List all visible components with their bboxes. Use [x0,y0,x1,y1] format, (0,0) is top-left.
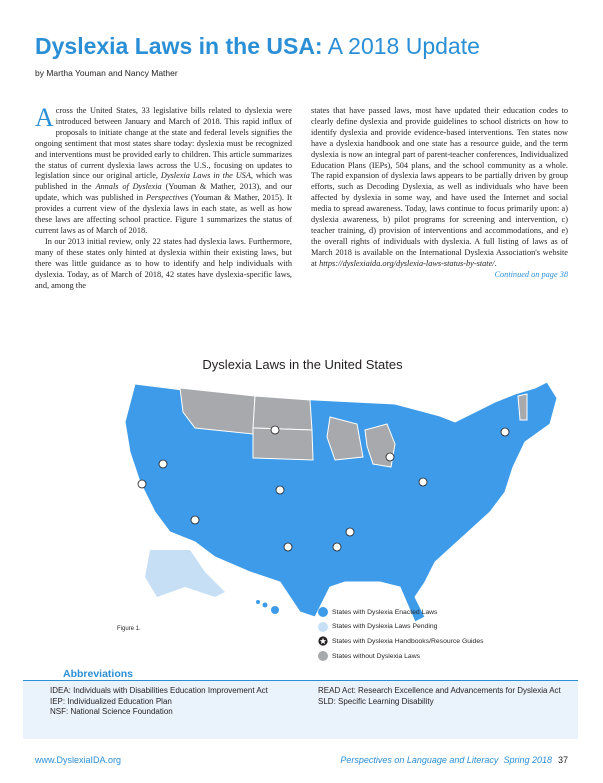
abbreviation-item: IDEA: Individuals with Disabilities Education Improvement Act [50,686,268,695]
continued-note: Continued on page 38 [494,269,568,279]
abbreviations-left [50,686,295,718]
vermont [518,394,527,420]
legend-item: States with Dyslexia Enacted Laws [318,605,484,620]
map-legend [318,605,484,663]
no-law-swatch-icon [318,651,328,661]
hawaii-island [271,606,279,614]
hawaii-island [263,603,268,608]
column-right [311,106,568,281]
figure-title: Dyslexia Laws in the United States [202,357,403,372]
alaska [145,550,225,597]
article-title [35,33,480,60]
us-map [95,372,575,632]
abbreviation-item: NSF: National Science Foundation [50,707,173,716]
website-link[interactable]: https://dyslexiaida.org/dyslexia-laws-status-by-state/ [319,258,495,268]
footer-website[interactable]: www.DyslexiaIDA.org [35,755,122,765]
paragraph-3: states that have passed laws, most have updated their education codes to clearly define dyslexia and provide guidelines to school districts on how to identify dyslexia and provide evidence-based interventions. Ten states now have a dyslexia handbook and one state has a resource guide, and the term dyslexia is now an integral part of parent-teacher conferences, Individualized Education Plans (IEPs), 504 plans, and the school community as a whole. The rapid expansion of dyslexia laws appears to be partially driven by group efforts, such as Decoding Dyslexia, as well as individuals who have been affected by dyslexia in some way, and have used the Internet and social media to spread awareness. Today, laws continue to focus primarily upon: a) dyslexia awareness, b) pilot programs for screening and intervention, c) teacher training, d) provision of interventions and accommodations, and e) the overall rights of individuals with dyslexia. A full listing of laws as of March 2018 is available on the International Dyslexia Association's website at https://dyslexiaida.org/dyslexia-laws-status-by-state/. [311,106,568,268]
page-number: 37 [557,755,568,765]
south-dakota [253,428,313,460]
star-icon [318,636,328,646]
north-dakota [253,396,312,430]
abbreviation-item: IEP: Individualized Education Plan [50,696,172,706]
title-main: Dyslexia Laws in the USA: [35,33,323,59]
abbreviations-heading: Abbreviations [63,668,134,680]
abbreviation-item: READ Act: Research Excellence and Advancements for Dyslexia Act [318,686,561,695]
legend-item: States with Dyslexia Laws Pending [318,620,484,635]
pending-swatch-icon [318,622,328,632]
column-left [35,103,292,291]
figure-caption: Figure 1. [117,626,141,632]
legend-item: States without Dyslexia Laws [318,649,484,664]
hawaii-island [256,600,260,604]
footer-journal: Perspectives on Language and Literacy Spring 2018 37 [340,755,568,765]
byline: by Martha Youman and Nancy Mather [35,68,178,78]
paragraph-2: In our 2013 initial review, only 22 states had dyslexia laws. Furthermore, many of these states only hinted at dyslexia within their existing laws, but there was little guidance as to how to identify and help individuals with dyslexia. Today, as of March of 2018, 42 states have dyslexia-specific laws, and, among the [35,236,292,290]
title-sub: A 2018 Update [322,33,480,59]
enacted-swatch-icon [318,607,328,617]
abbreviation-item: SLD: Specific Learning Disability [318,696,434,706]
drop-cap: A [35,103,54,132]
paragraph-1: Across the United States, 33 legislative bills related to dyslexia were introduced between January and March of 2018. This rapid influx of proposals to initiate change at the state and federal levels signifies the ongoing sentiment that most states share today: dyslexia must be recognized and interventions must be provided early to children. This article summarizes the status of current dyslexia laws across the U.S., focusing on updates to legislation since our original article, Dyslexia Laws in the USA, which was published in the Annals of Dyslexia (Youman & Mather, 2013), and our update, which was published in Perspectives (Youman & Mather, 2015). It provides a current view of the dyslexia laws in each state, as well as how these laws are affecting school practice. Figure 1 summarizes the status of current laws as of March of 2018. [35,103,292,235]
abbreviations-right [318,686,563,707]
legend-item: States with Dyslexia Handbooks/Resource Guides [318,634,484,649]
